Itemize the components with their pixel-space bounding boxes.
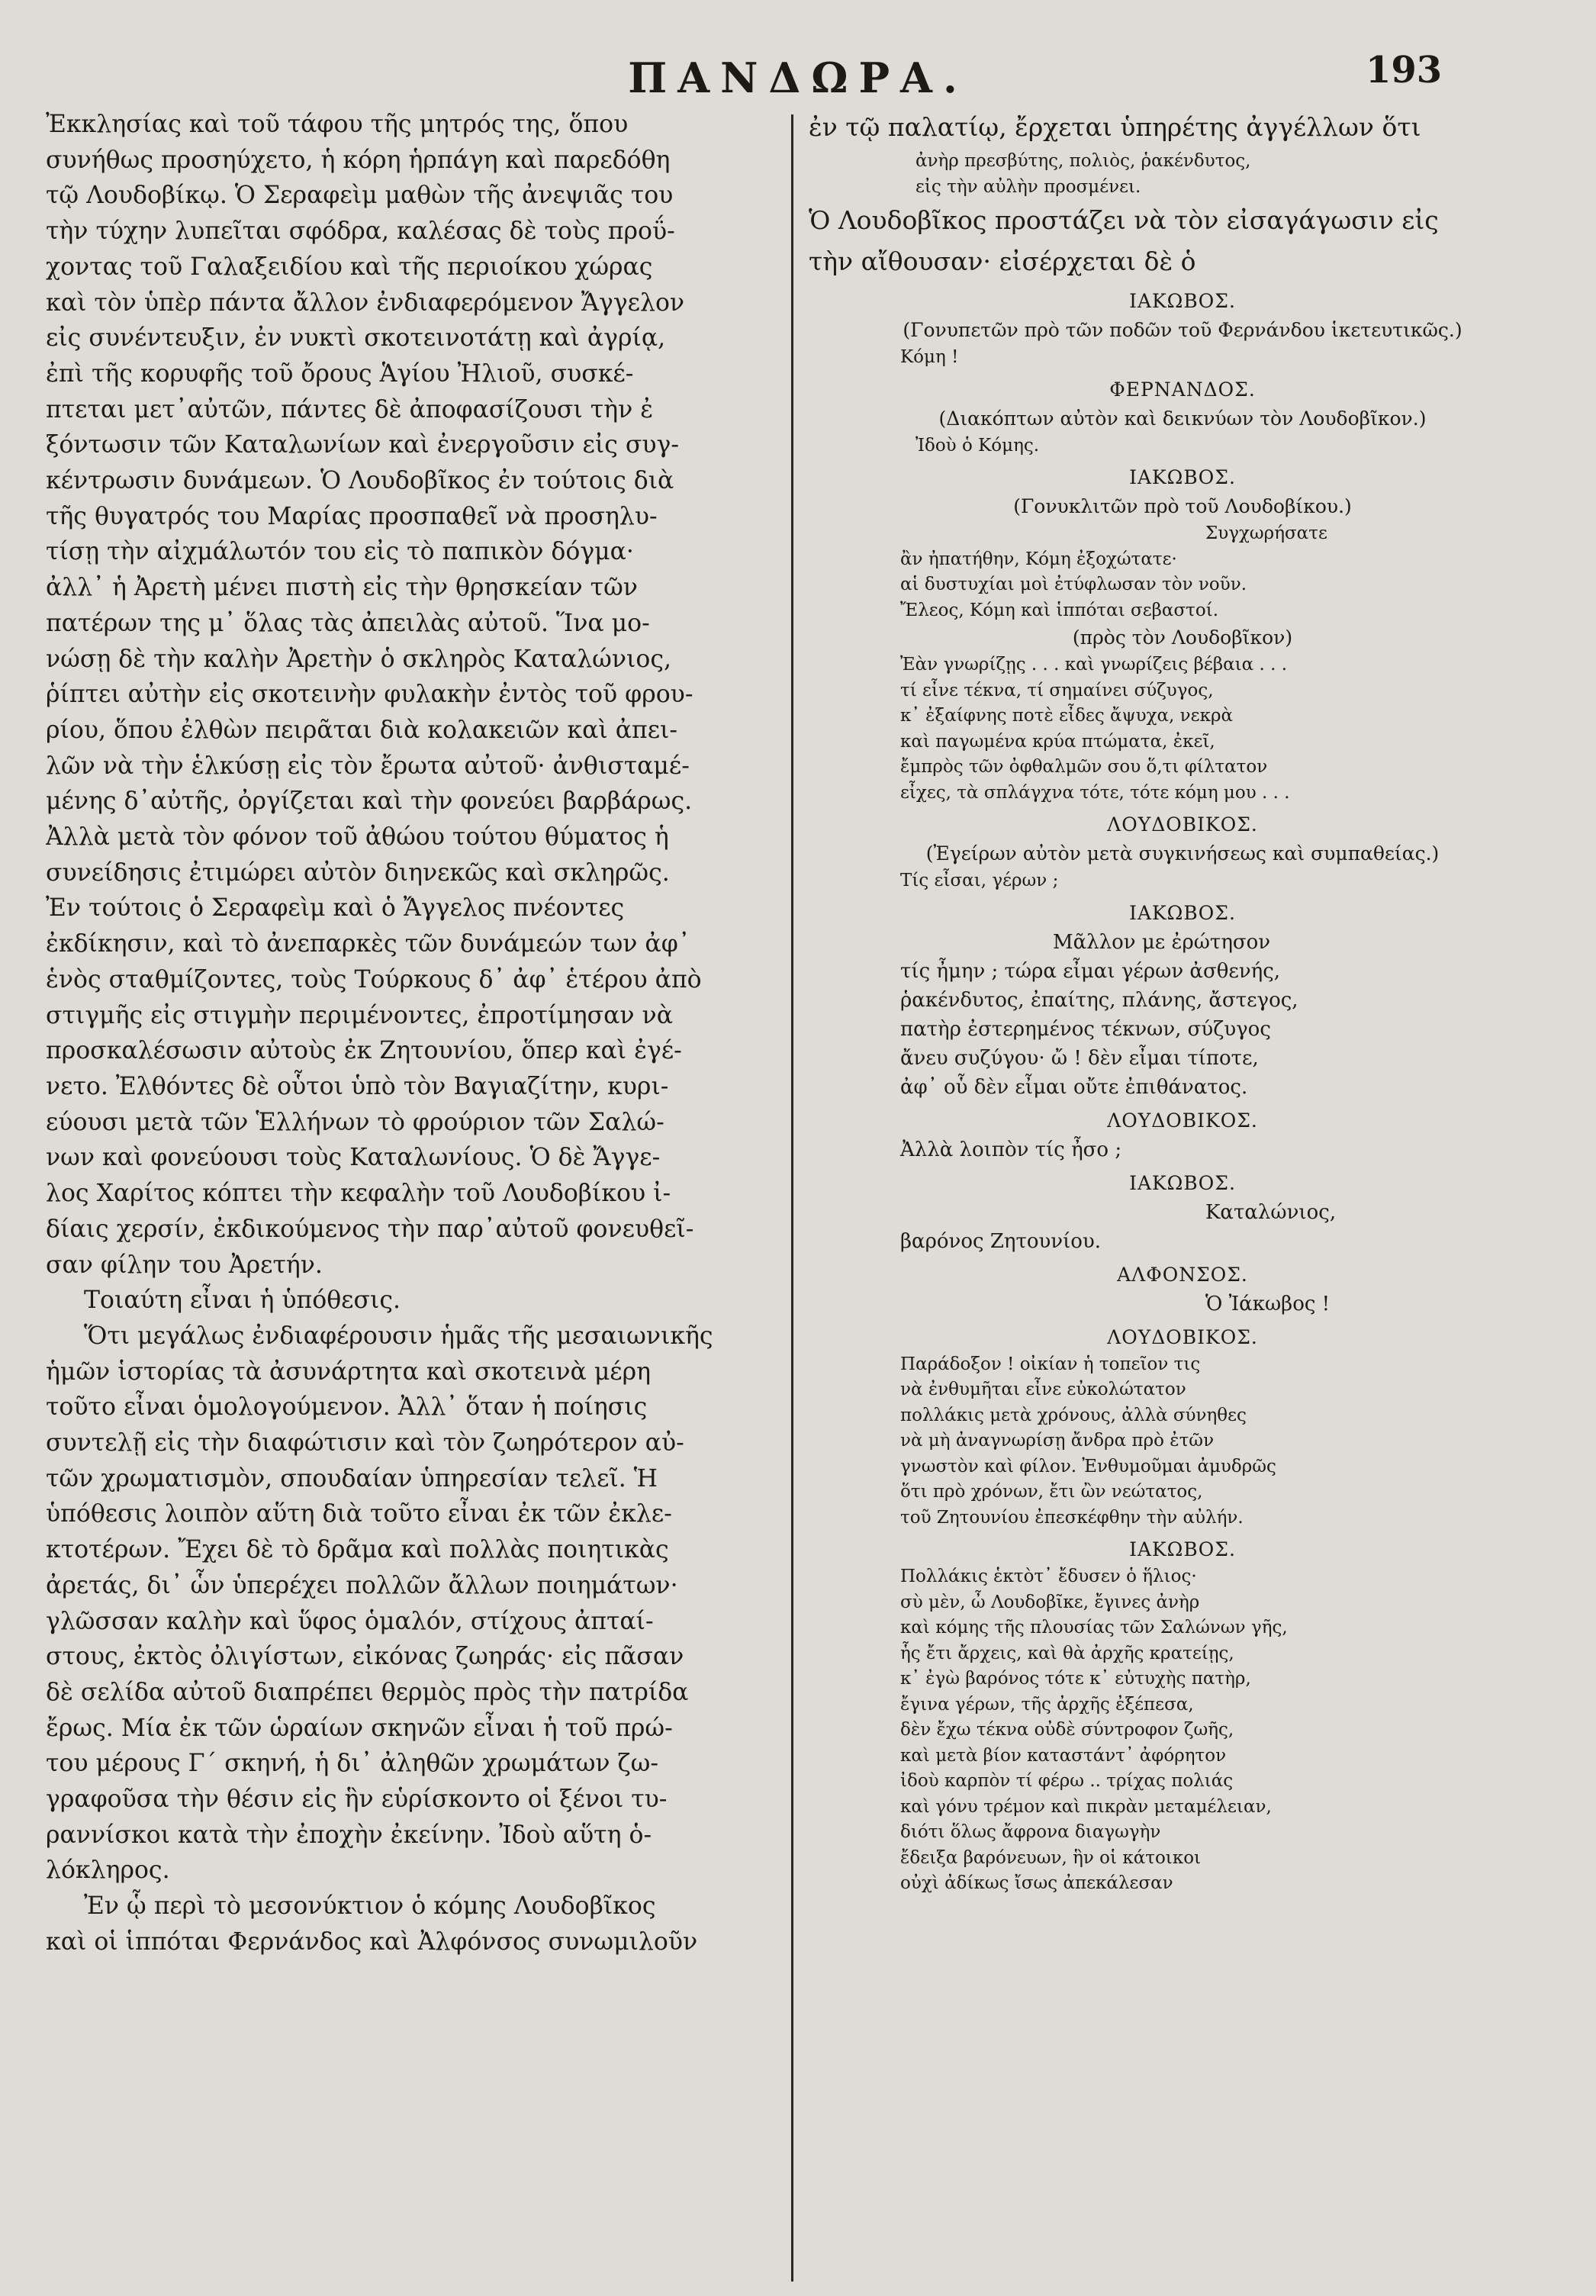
prose-line: λος Χαρίτος κόπτει τὴν κεφαλὴν τοῦ Λουδοβίκου ἰ-	[46, 1180, 671, 1208]
verse-line: πολλάκις μετὰ χρόνους, ἀλλὰ σύνηθες	[900, 1405, 1247, 1425]
verse-line: τί εἶνε τέκνα, τί σημαίνει σύζυγος,	[900, 680, 1214, 700]
verse-line: πατὴρ ἐστερημένος τέκνων, σύζυγος	[900, 1017, 1271, 1041]
verse-line: σὺ μὲν, ὦ Λουδοβῖκε, ἔγινες ἀνὴρ	[900, 1592, 1200, 1612]
stage-direction: (Διακόπτων αὐτὸν καὶ δεικνύων τὸν Λουδοβῖκον.)	[938, 407, 1427, 430]
prose-line: ἐν τῷ παλατίῳ, ἔρχεται ὑπηρέτης ἀγγέλλων ὅτι	[809, 112, 1421, 142]
prose-line: λῶν νὰ τὴν ἑλκύσῃ εἰς τὸν ἔρωτα αὐτοῦ· ἀνθισταμέ-	[46, 752, 690, 780]
verse-line: κ᾽ ἐγὼ βαρόνος τότε κ᾽ εὐτυχὴς πατὴρ,	[900, 1669, 1251, 1689]
prose-line: γλῶσσαν καλὴν καὶ ὕφος ὁμαλόν, στίχους ἀπταί-	[46, 1607, 654, 1635]
prose-line: τοῦτο εἶναι ὁμολογούμενον. Ἀλλ᾽ ὅταν ἡ ποίησις	[46, 1393, 648, 1422]
prose-line: καὶ τὸν ὑπὲρ πάντα ἄλλον ἐνδιαφερόμενον Ἄγγελον	[46, 288, 685, 317]
speaker-heading: ΙΑΚΩΒΟΣ.	[1129, 290, 1236, 312]
prose-line: νώσῃ δὲ τὴν καλὴν Ἀρετὴν ὁ σκληρὸς Καταλώνιος,	[46, 645, 671, 673]
prose-line: ἔρως. Μία ἐκ τῶν ὡραίων σκηνῶν εἶναι ἡ τοῦ πρώ-	[46, 1714, 673, 1742]
stage-direction: (Ἐγείρων αὐτὸν μετὰ συγκινήσεως καὶ συμπαθείας.)	[925, 842, 1440, 865]
prose-line: ἀρετάς, δι᾽ ὧν ὑπερέχει πολλῶν ἄλλων ποιημάτων·	[46, 1571, 678, 1599]
verse-line: ἔγινα γέρων, τῆς ἀρχῆς ἐξέπεσα,	[900, 1694, 1194, 1715]
prose-line: τὴν αἴθουσαν· εἰσέρχεται δὲ ὁ	[809, 246, 1196, 276]
prose-line: δὲ σελίδα αὐτοῦ διαπρέπει θερμὸς πρὸς τὴν πατρίδα	[46, 1678, 689, 1706]
verse-line: νὰ μὴ ἀναγνωρίσῃ ἄνδρα πρὸ ἐτῶν	[900, 1431, 1215, 1451]
verse-line: ὅτι πρὸ χρόνων, ἔτι ὢν νεώτατος,	[900, 1482, 1203, 1502]
prose-line: νων καὶ φονεύουσι τοὺς Καταλωνίους. Ὁ δὲ Ἄγγε-	[46, 1144, 661, 1172]
prose-line: Ἐν ᾧ περὶ τὸ μεσονύκτιον ὁ κόμης Λουδοβῖκος	[84, 1892, 656, 1921]
stage-direction: (πρὸς τὸν Λουδοβῖκον)	[1072, 626, 1293, 649]
verse-line: νὰ ἐνθυμῆται εἶνε εὐκολώτατον	[900, 1380, 1186, 1399]
prose-line: τὴν τύχην λυπεῖται σφόδρα, καλέσας δὲ τοὺς προΰ-	[46, 217, 675, 246]
prose-line: εἰς συνέντευξιν, ἐν νυκτὶ σκοτεινοτάτῃ καὶ ἀγρίᾳ,	[46, 324, 666, 353]
page-number: 193	[1366, 49, 1443, 92]
verse-line: ἄνευ συζύγου· ὤ ! δὲν εἶμαι τίποτε,	[900, 1046, 1259, 1070]
verse-line: Πολλάκις ἑκτὸτ᾽ ἔδυσεν ὁ ἥλιος·	[900, 1567, 1197, 1586]
prose-line: ἐκδίκησιν, καὶ τὸ ἀνεπαρκὲς τῶν δυνάμεών των ἀφ᾽	[46, 930, 690, 958]
verse-line: κ᾽ ἐξαίφνης ποτὲ εἶδες ἄψυχα, νεκρὰ	[900, 706, 1234, 726]
verse-line: Ἐὰν γνωρίζῃς . . . καὶ γνωρίζεις βέβαια . . .	[900, 655, 1288, 675]
prose-line: προσκαλέσωσιν αὐτοὺς ἐκ Ζητουνίου, ὅπερ καὶ ἐγέ-	[46, 1037, 682, 1065]
prose-line: κέντρωσιν δυνάμεων. Ὁ Λουδοβῖκος ἐν τούτοις διὰ	[46, 467, 674, 495]
speaker-heading: ΛΟΥΔΟΒΙΚΟΣ.	[1107, 1325, 1258, 1348]
verse-line: Ὁ Ἰάκωβος !	[1205, 1292, 1331, 1315]
left-column	[46, 107, 771, 1960]
prose-line: τίσῃ τὴν αἰχμάλωτόν του εἰς τὸ παπικὸν δόγμα·	[46, 538, 634, 566]
prose-line: τῆς θυγατρός του Μαρίας προσπαθεῖ νὰ προσηλυ-	[46, 502, 658, 530]
verse-line: Τίς εἶσαι, γέρων ;	[900, 871, 1059, 890]
prose-line: Ἀλλὰ μετὰ τὸν φόνον τοῦ ἀθώου τούτου θύματος ἡ	[46, 823, 669, 852]
prose-line: μένης δ᾽αὐτῆς, ὀργίζεται καὶ τὴν φονεύει βαρβάρως.	[46, 787, 693, 816]
right-column	[809, 107, 1556, 1897]
verse-line: καὶ παγωμένα κρύα πτώματα, ἐκεῖ,	[900, 731, 1215, 752]
verse-line: Παράδοξον ! οἰκίαν ἡ τοπεῖον τις	[900, 1354, 1201, 1374]
prose-line: γραφοῦσα τὴν θέσιν εἰς ἣν εὑρίσκοντο οἱ ξένοι τυ-	[46, 1786, 668, 1814]
verse-line: οὐχὶ ἀδίκως ἴσως ἀπεκάλεσαν	[900, 1873, 1173, 1893]
verse-line: ἰδοὺ καρπὸν τί φέρω .. τρίχας πολιάς	[900, 1771, 1234, 1791]
column-rule	[791, 114, 793, 2282]
verse-line: ἔμπρὸς τῶν ὀφθαλμῶν σου ὅ,τι φίλτατον	[900, 757, 1268, 777]
prose-line: τῷ Λουδοβίκῳ. Ὁ Σεραφεὶμ μαθὼν τῆς ἀνεψιᾶς του	[46, 182, 674, 210]
prose-line: εύουσι μετὰ τῶν Ἑλλήνων τὸ φρούριον τῶν Σαλώ-	[46, 1108, 664, 1136]
prose-line: νετο. Ἐλθόντες δὲ οὗτοι ὑπὸ τὸν Βαγιαζίτην, κυρι-	[46, 1072, 669, 1100]
prose-line: χοντας τοῦ Γαλαξειδίου καὶ τῆς περιοίκου χώρας	[46, 253, 653, 281]
verse-line: Ἔλεος, Κόμη καὶ ἱππόται σεβαστοί.	[900, 600, 1219, 620]
verse-line: βαρόνος Ζητουνίου.	[900, 1229, 1102, 1253]
stage-direction: (Γονυπετῶν πρὸ τῶν ποδῶν τοῦ Φερνάνδου ἱκετευτικῶς.)	[903, 319, 1462, 341]
verse-line: ἂν ἠπατήθην, Κόμη ἐξοχώτατε·	[900, 549, 1177, 569]
verse-line: ἀνὴρ πρεσβύτης, πολιὸς, ῥακένδυτος,	[915, 151, 1251, 171]
speaker-heading: ΛΟΥΔΟΒΙΚΟΣ.	[1107, 1109, 1258, 1132]
verse-line: εἶχες, τὰ σπλάγχνα τότε, τότε κόμη μου . . .	[900, 782, 1290, 803]
speaker-heading: ΑΛΦΟΝΣΟΣ.	[1117, 1263, 1248, 1286]
verse-line: τίς ἦμην ; τώρα εἶμαι γέρων ἀσθενής,	[900, 959, 1281, 983]
speaker-heading: ΙΑΚΩΒΟΣ.	[1129, 1171, 1236, 1194]
verse-line: καὶ γόνυ τρέμον καὶ πικρὰν μεταμέλειαν,	[900, 1796, 1272, 1817]
prose-line: ξόντωσιν τῶν Καταλωνίων καὶ ἐνεργοῦσιν εἰς συγ-	[46, 431, 679, 459]
running-title: ΠΑΝΔΩΡΑ.	[628, 53, 968, 102]
prose-line: συντελῇ εἰς τὴν διαφώτισιν καὶ τὸν ζωηρότερον αὐ-	[46, 1429, 684, 1457]
prose-line: ὑπόθεσις λοιπὸν αὕτη διὰ τοῦτο εἶναι ἐκ τῶν ἐκλε-	[46, 1500, 672, 1528]
stage-direction: (Γονυκλιτῶν πρὸ τοῦ Λουδοβίκου.)	[1013, 495, 1352, 517]
prose-line: ἑνὸς σταθμίζοντες, τοὺς Τούρκους δ᾽ ἀφ᾽ ἑτέρου ἀπὸ	[46, 965, 702, 993]
prose-line: λόκληρος.	[46, 1856, 170, 1885]
verse-line: εἰς τὴν αὐλὴν προσμένει.	[915, 177, 1141, 197]
prose-line: Ἐκκλησίας καὶ τοῦ τάφου τῆς μητρός της, ὅπου	[46, 111, 629, 138]
prose-line: ῥίπτει αὐτὴν εἰς σκοτεινὴν φυλακὴν ἐντὸς τοῦ φρου-	[46, 681, 693, 709]
prose-line: τῶν χρωματισμὸν, σπουδαίαν ὑπηρεσίαν τελεῖ. Ἡ	[46, 1464, 658, 1493]
prose-line: ρίου, ὅπου ἐλθὼν πειρᾶται διὰ κολακειῶν καὶ ἀπει-	[46, 716, 678, 744]
prose-line: ραννίσκοι κατὰ τὴν ἐποχὴν ἐκείνην. Ἰδοὺ αὕτη ὁ-	[46, 1821, 652, 1849]
prose-line: κτοτέρων. Ἔχει δὲ τὸ δρᾶμα καὶ πολλὰς ποιητικὰς	[46, 1536, 669, 1564]
prose-line: Ἐν τούτοις ὁ Σεραφεὶμ καὶ ὁ Ἄγγελος πνέοντες	[46, 894, 625, 923]
prose-line: του μέρους Γ´ σκηνή, ἡ δι᾽ ἀληθῶν χρωμάτων ζω-	[46, 1750, 658, 1778]
verse-line: διότι ὅλως ἄφρονα διαγωγὴν	[900, 1822, 1161, 1842]
verse-line: Συγχωρήσατε	[1205, 523, 1327, 543]
prose-line: καὶ οἱ ἱππόται Φερνάνδος καὶ Ἀλφόνσος συνωμιλοῦν	[46, 1927, 698, 1956]
prose-line: δίαις χερσίν, ἐκδικούμενος τὴν παρ᾽αὐτοῦ φονευθεῖ-	[46, 1215, 694, 1243]
verse-line: αἱ δυστυχίαι μοὶ ἐτύφλωσαν τὸν νοῦν.	[900, 575, 1247, 594]
verse-line: τοῦ Ζητουνίου ἐπεσκέφθην τὴν αὐλήν.	[900, 1507, 1244, 1528]
prose-line: σαν φίλην του Ἀρετήν.	[46, 1251, 323, 1279]
prose-line: Τοιαύτη εἶναι ἡ ὑπόθεσις.	[84, 1286, 401, 1315]
speaker-heading: ΙΑΚΩΒΟΣ.	[1129, 1538, 1236, 1560]
prose-line: πατέρων της μ᾽ ὅλας τὰς ἀπειλὰς αὐτοῦ. Ἵνα μο-	[46, 609, 650, 637]
prose-line: ἐπὶ τῆς κορυφῆς τοῦ ὄρους Ἁγίου Ἠλιοῦ, συσκέ-	[46, 359, 634, 388]
speaker-heading: ΙΑΚΩΒΟΣ.	[1129, 901, 1236, 924]
speaker-heading: ΙΑΚΩΒΟΣ.	[1129, 466, 1236, 488]
prose-line: στους, ἐκτὸς ὀλιγίστων, εἰκόνας ζωηράς· εἰς πᾶσαν	[46, 1643, 684, 1671]
verse-line: ῥακένδυτος, ἐπαίτης, πλάνης, ἄστεγος,	[900, 988, 1298, 1012]
verse-line: Ἀλλὰ λοιπὸν τίς ἦσο ;	[900, 1138, 1122, 1161]
verse-line: Καταλώνιος,	[1205, 1200, 1337, 1224]
verse-line: Κόμη !	[900, 347, 959, 367]
verse-line: Ἰδοὺ ὁ Κόμης.	[915, 435, 1040, 456]
prose-line: στιγμῆς εἰς στιγμὴν περιμένοντες, ἐπροτίμησαν νὰ	[46, 1001, 673, 1029]
prose-line: συνείδησις ἐτιμώρει αὐτὸν διηνεκῶς καὶ σκληρῶς.	[46, 858, 670, 887]
verse-line: γνωστὸν καὶ φίλον. Ἐνθυμοῦμαι ἀμυδρῶς	[900, 1456, 1276, 1476]
verse-line: δὲν ἔχω τέκνα οὐδὲ σύντροφον ζωῆς,	[900, 1720, 1234, 1740]
prose-line: συνήθως προσηύχετο, ἡ κόρη ἡρπάγη καὶ παρεδόθη	[46, 146, 671, 174]
prose-line: Ὅτι μεγάλως ἐνδιαφέρουσιν ἡμᾶς τῆς μεσαιωνικῆς	[84, 1322, 713, 1350]
prose-line: ἀλλ᾽ ἡ Ἀρετὴ μένει πιστὴ εἰς τὴν θρησκείαν τῶν	[46, 574, 638, 602]
speaker-heading: ΦΕΡΝΑΝΔΟΣ.	[1109, 378, 1256, 401]
verse-line: ἧς ἔτι ἄρχεις, καὶ θὰ ἀρχῆς κρατείῃς,	[900, 1643, 1234, 1663]
verse-line: καὶ μετὰ βίον καταστάντ᾽ ἀφόρητον	[900, 1745, 1227, 1766]
verse-line: καὶ κόμης τῆς πλουσίας τῶν Σαλώνων γῆς,	[900, 1618, 1288, 1637]
verse-line: Μᾶλλον με ἐρώτησον	[1053, 930, 1271, 954]
prose-line: Ὁ Λουδοβῖκος προστάζει νὰ τὸν εἰσαγάγωσιν εἰς	[809, 205, 1439, 235]
verse-line: ἔδειξα βαρόνευων, ἣν οἱ κάτοικοι	[900, 1847, 1202, 1868]
prose-line: πτεται μετ᾽αὐτῶν, πάντες δὲ ἀποφασίζουσι τὴν ἐ	[46, 395, 654, 423]
speaker-heading: ΛΟΥΔΟΒΙΚΟΣ.	[1107, 813, 1258, 836]
verse-line: ἀφ᾽ οὗ δὲν εἶμαι οὔτε ἐπιθάνατος.	[900, 1075, 1248, 1099]
prose-line: ἡμῶν ἱστορίας τὰ ἀσυνάρτητα καὶ σκοτεινὰ μέρη	[46, 1357, 652, 1386]
